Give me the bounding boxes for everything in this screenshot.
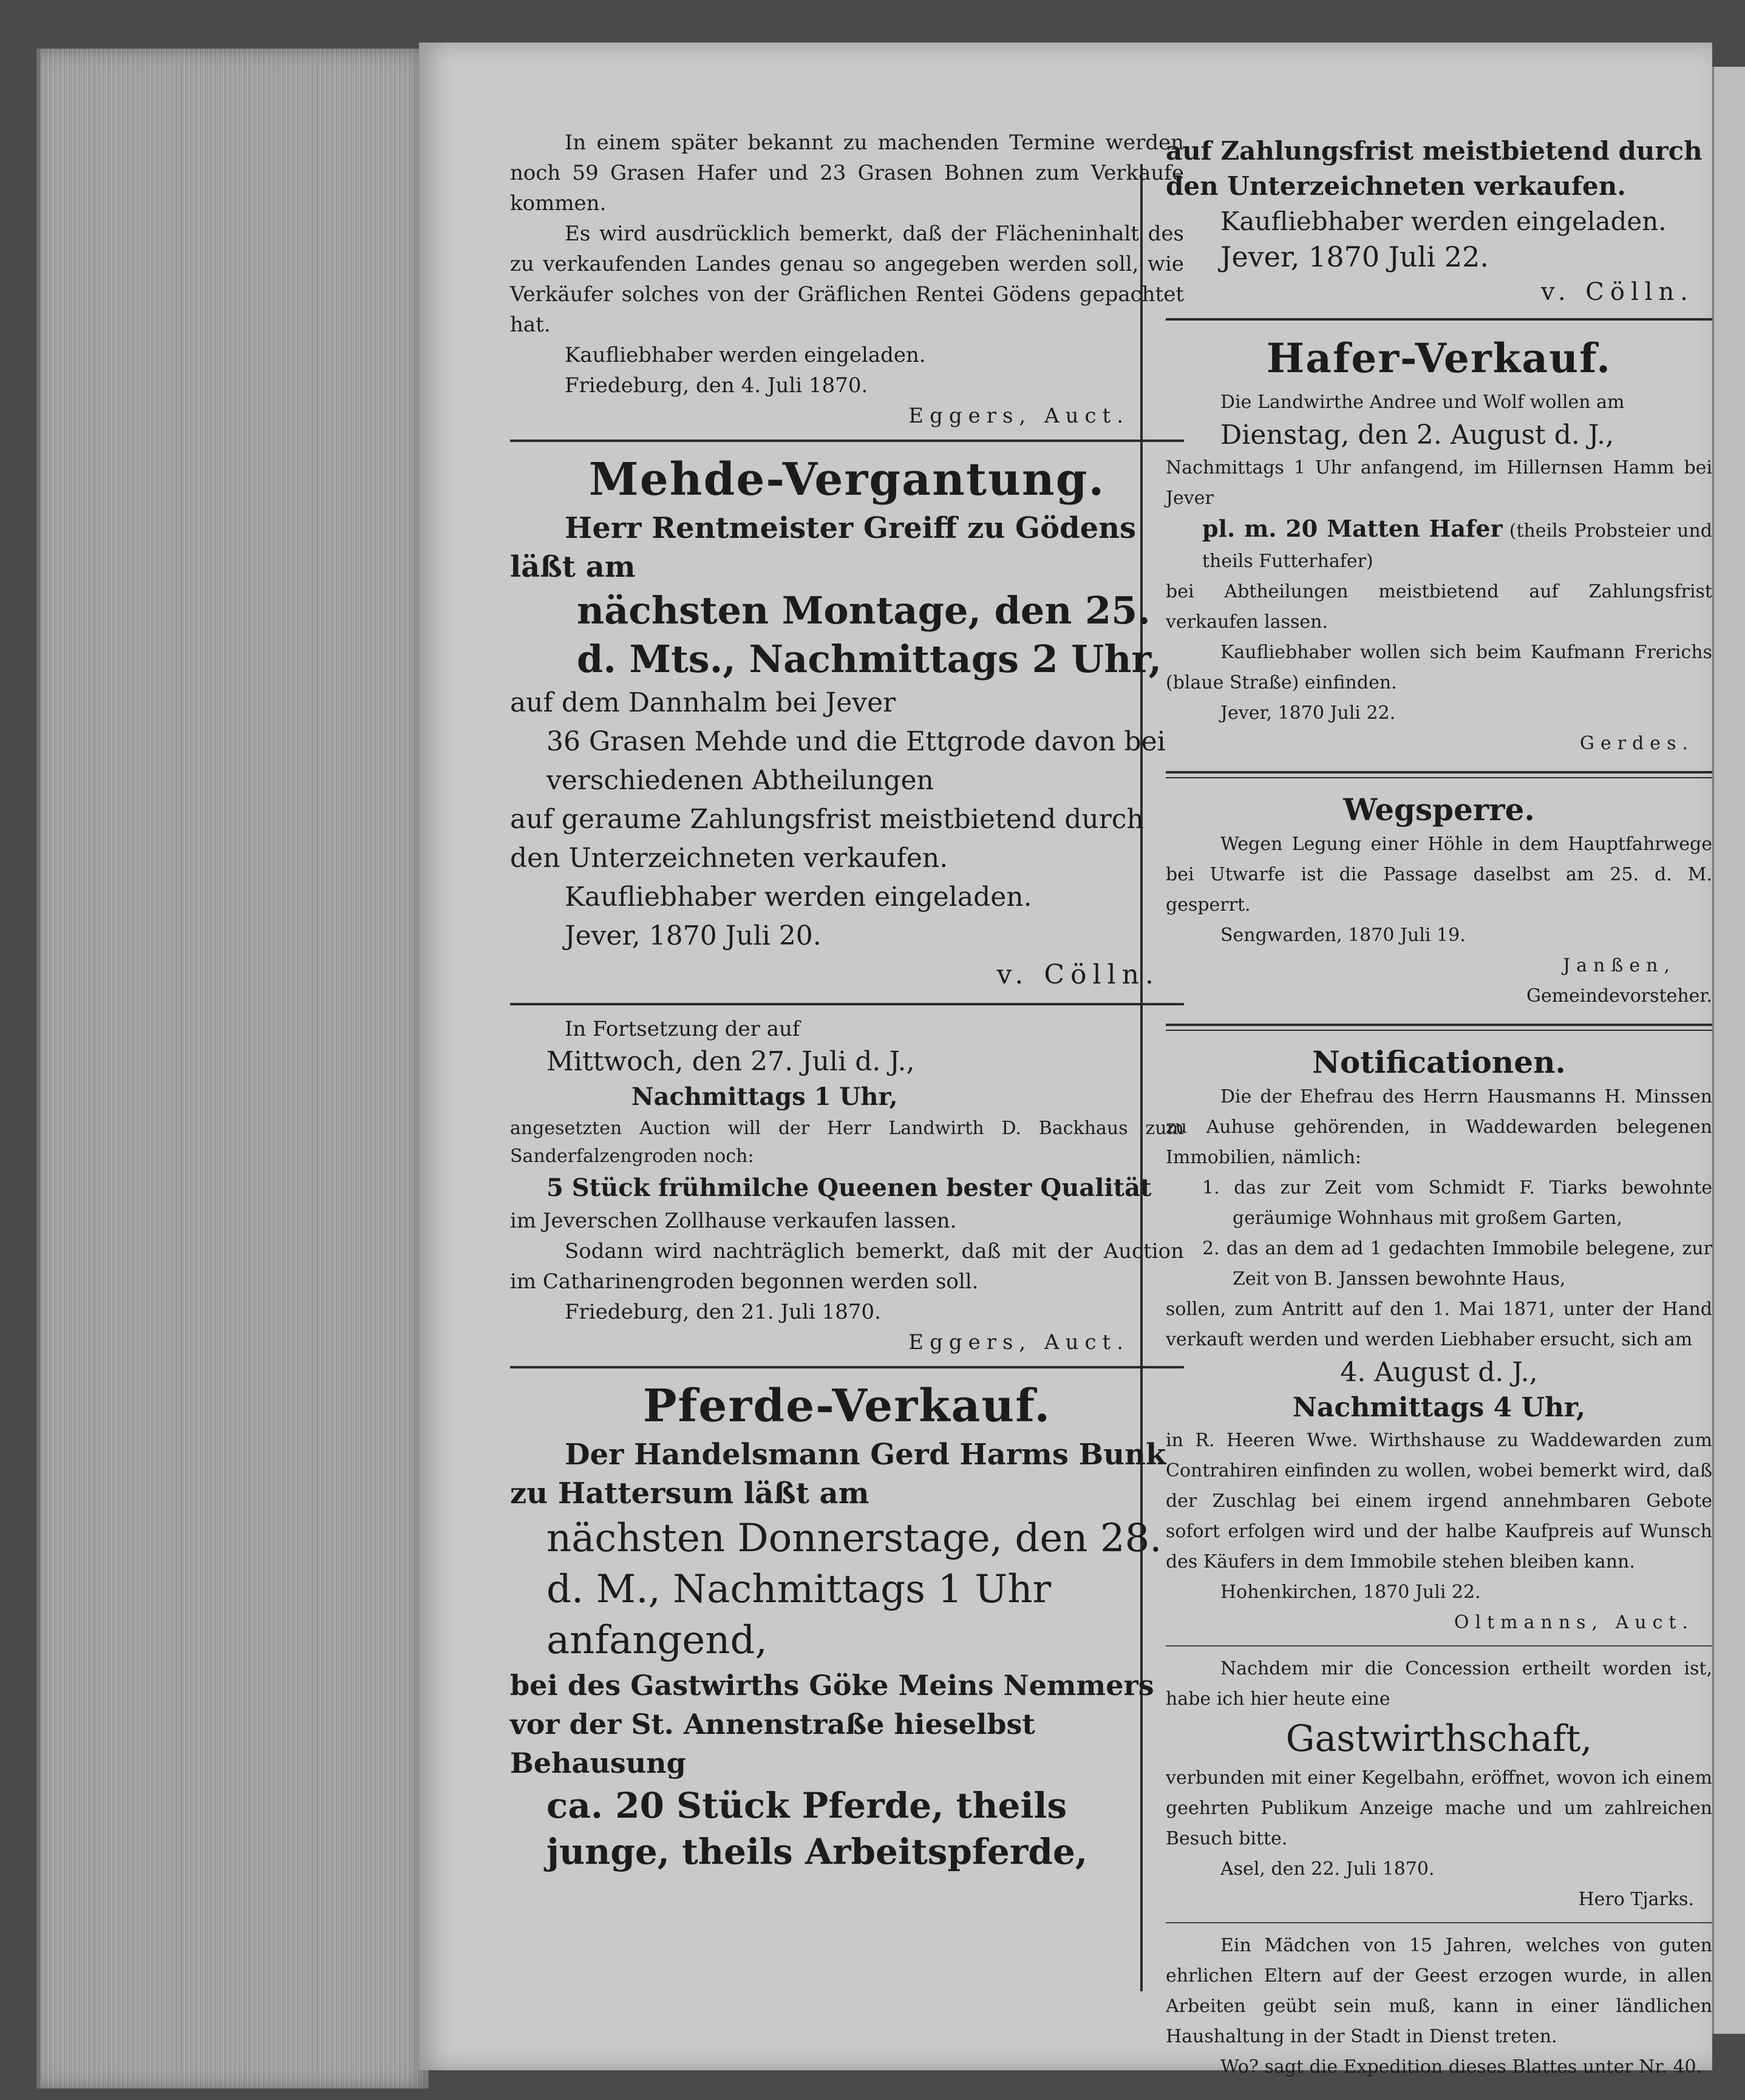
signature: Gerdes. xyxy=(1580,733,1694,754)
weg-heading: Wegsperre. xyxy=(1343,792,1535,827)
hafer-text: bei Abtheilungen meistbietend auf Zahlungsfrist verkaufen lassen. xyxy=(1166,581,1712,633)
auction-text: angesetzten Auction will der Herr Landwirth D. Backhaus zum Sanderfalzengroden noch: xyxy=(510,1118,1184,1167)
divider xyxy=(510,440,1184,442)
gast-heading: Gastwirthschaft, xyxy=(1285,1718,1593,1760)
top-text: Kaufliebhaber werden eingeladen. xyxy=(1220,206,1667,236)
hafer-item xyxy=(1166,514,1712,577)
hafer-text: Nachmittags 1 Uhr anfangend, im Hillernsen Hamm bei Jever xyxy=(1166,457,1712,509)
place-date: Jever, 1870 Juli 22. xyxy=(1220,702,1396,724)
signature: Eggers, Auct. xyxy=(908,404,1129,428)
pferde-heading: Pferde-Verkauf. xyxy=(642,1380,1052,1432)
newspaper-page xyxy=(419,42,1712,2078)
notif-list-item: 1. das zur Zeit vom Schmidt F. Tiarks bewohnte geräumige Wohnhaus mit großem Garten, xyxy=(1202,1177,1712,1229)
auction-text: In Fortsetzung der auf xyxy=(565,1017,800,1041)
place-date: Jever, 1870 Juli 22. xyxy=(1220,240,1489,273)
divider xyxy=(1166,771,1712,778)
signature: Eggers, Auct. xyxy=(908,1330,1129,1354)
auction-item: 5 Stück frühmilche Queenen bester Qualität xyxy=(546,1174,1152,1202)
maedchen-text: Wo? sagt die Expedition dieses Blattes unter Nr. 40. xyxy=(1220,2056,1702,2078)
pferde-text: bei des Gastwirths Göke Meins Nemmers vor der St. Annenstraße hieselbst Behausung xyxy=(510,1669,1154,1779)
signature: Janßen, xyxy=(1563,955,1676,976)
intro-paragraph: Es wird ausdrücklich bemerkt, daß der Flächeninhalt des zu verkaufenden Landes genau so angegeben werden soll, wie Verkäufer solches von der Gräflichen Rentei Gödens gepachtet hat. xyxy=(510,222,1184,337)
hafer-text: Kaufliebhaber wollen sich beim Kaufmann Frerichs (blaue Straße) einfinden. xyxy=(1166,642,1712,693)
hafer-text: Die Landwirthe Andree und Wolf wollen am xyxy=(1220,392,1625,413)
auction-time: Nachmittags 1 Uhr, xyxy=(631,1082,898,1111)
signature: Hero Tjarks. xyxy=(1578,1889,1694,1910)
notif-list-item: 2. das an dem ad 1 gedachten Immobile belegene, zur Zeit von B. Janssen bewohnte Haus, xyxy=(1202,1238,1712,1290)
hafer-heading: Hafer-Verkauf. xyxy=(1266,335,1612,382)
pferde-text: Der Handelsmann Gerd Harms Bunk zu Hattersum läßt am xyxy=(510,1438,1166,1510)
auction-text: Sodann wird nachträglich bemerkt, daß mit der Auction im Catharinengroden begonnen werden soll. xyxy=(510,1239,1184,1294)
intro-paragraph: Kaufliebhaber werden eingeladen. xyxy=(565,343,926,367)
auction-date: Mittwoch, den 27. Juli d. J., xyxy=(546,1046,915,1077)
place-date: Sengwarden, 1870 Juli 19. xyxy=(1220,925,1466,946)
divider xyxy=(1166,1922,1712,1923)
left-column xyxy=(510,127,1184,1875)
hafer-item-name: pl. m. 20 Matten Hafer xyxy=(1202,515,1503,542)
hafer-item-note: (theils Probsteier und theils Futterhafer) xyxy=(1202,520,1712,572)
mehde-text: 36 Grasen Mehde und die Ettgrode davon bei verschiedenen Abtheilungen xyxy=(546,726,1166,796)
divider xyxy=(510,1003,1184,1005)
auction-text: im Jeverschen Zollhause verkaufen lassen. xyxy=(510,1209,957,1233)
mehde-text: auf geraume Zahlungsfrist meistbietend durch den Unterzeichneten verkaufen. xyxy=(510,804,1144,874)
mehde-heading: Mehde-Vergantung. xyxy=(588,454,1106,506)
notif-heading: Notificationen. xyxy=(1312,1044,1566,1080)
mehde-text: auf dem Dannhalm bei Jever xyxy=(510,687,896,718)
signature-title: Gemeindevorsteher. xyxy=(1526,985,1712,1007)
place-date: Hohenkirchen, 1870 Juli 22. xyxy=(1220,1582,1481,1603)
weg-text: Wegen Legung einer Höhle in dem Hauptfahrwege bei Utwarfe ist die Passage daselbst am 25. d. M. gesperrt. xyxy=(1166,834,1712,916)
divider xyxy=(1166,1024,1712,1031)
gast-text: Nachdem mir die Concession ertheilt worden ist, habe ich hier heute eine xyxy=(1166,1658,1712,1710)
divider xyxy=(510,1366,1184,1368)
notif-date: 4. August d. J., xyxy=(1340,1357,1538,1388)
intro-paragraph: In einem später bekannt zu machenden Termine werden noch 59 Grasen Hafer und 23 Grasen Bohnen zum Verkaufe kommen. xyxy=(510,131,1184,216)
divider xyxy=(1166,1645,1712,1646)
top-text: auf Zahlungsfrist meistbietend durch den Unterzeichneten verkaufen. xyxy=(1166,136,1702,201)
place-date: Friedeburg, den 21. Juli 1870. xyxy=(565,1300,881,1324)
gast-text: verbunden mit einer Kegelbahn, eröffnet, wovon ich einem geehrten Publikum Anzeige mache und um zahlreichen Besuch bitte. xyxy=(1166,1767,1712,1849)
notif-text: Die der Ehefrau des Herrn Hausmanns H. Minssen zu Auhuse gehörenden, in Waddewarden belegenen Immobilien, nämlich: xyxy=(1166,1086,1712,1168)
place-date: Friedeburg, den 4. Juli 1870. xyxy=(565,373,868,398)
mehde-text: Herr Rentmeister Greiff zu Gödens läßt am xyxy=(510,511,1137,584)
place-date: Jever, 1870 Juli 20. xyxy=(565,920,821,951)
notif-text: in R. Heeren Wwe. Wirthshause zu Waddewarden zum Contrahiren einfinden zu wollen, wobei bemerkt wird, daß der Zuschlag bei einem irgend annehmbaren Gebote sofort erfolgen wird und der halbe Kaufpreis auf Wunsch des Käufers in dem Immobile stehen bleiben kann. xyxy=(1166,1430,1712,1572)
next-page-edge xyxy=(1712,67,1745,2034)
notif-text: sollen, zum Antritt auf den 1. Mai 1871, unter der Hand verkauft werden und werden Liebhaber ersucht, sich am xyxy=(1166,1299,1712,1350)
notif-time: Nachmittags 4 Uhr, xyxy=(1292,1392,1586,1423)
signature: Oltmanns, Auct. xyxy=(1454,1612,1694,1633)
signature: v. Cölln. xyxy=(1540,278,1694,306)
maedchen-text: Ein Mädchen von 15 Jahren, welches von guten ehrlichen Eltern auf der Geest erzogen wurde, in allen Arbeiten geübt sein muß, kann in einer ländlichen Haushaltung in der Stadt in Dienst treten. xyxy=(1166,1935,1712,2047)
pferde-item: ca. 20 Stück Pferde, theils junge, theils Arbeitspferde, xyxy=(546,1785,1088,1872)
mehde-text: Kaufliebhaber werden eingeladen. xyxy=(565,882,1032,912)
pferde-date: nächsten Donnerstage, den 28. d. M., Nachmittags 1 Uhr anfangend, xyxy=(546,1516,1162,1663)
place-date: Asel, den 22. Juli 1870. xyxy=(1220,1858,1435,1880)
book-page-edges xyxy=(36,49,429,2088)
divider xyxy=(1166,318,1712,321)
mehde-date: nächsten Montage, den 25. d. Mts., Nachmittags 2 Uhr, xyxy=(577,588,1162,681)
signature: v. Cölln. xyxy=(996,959,1160,990)
hafer-date: Dienstag, den 2. August d. J., xyxy=(1220,420,1614,450)
right-column xyxy=(1166,134,1712,2082)
